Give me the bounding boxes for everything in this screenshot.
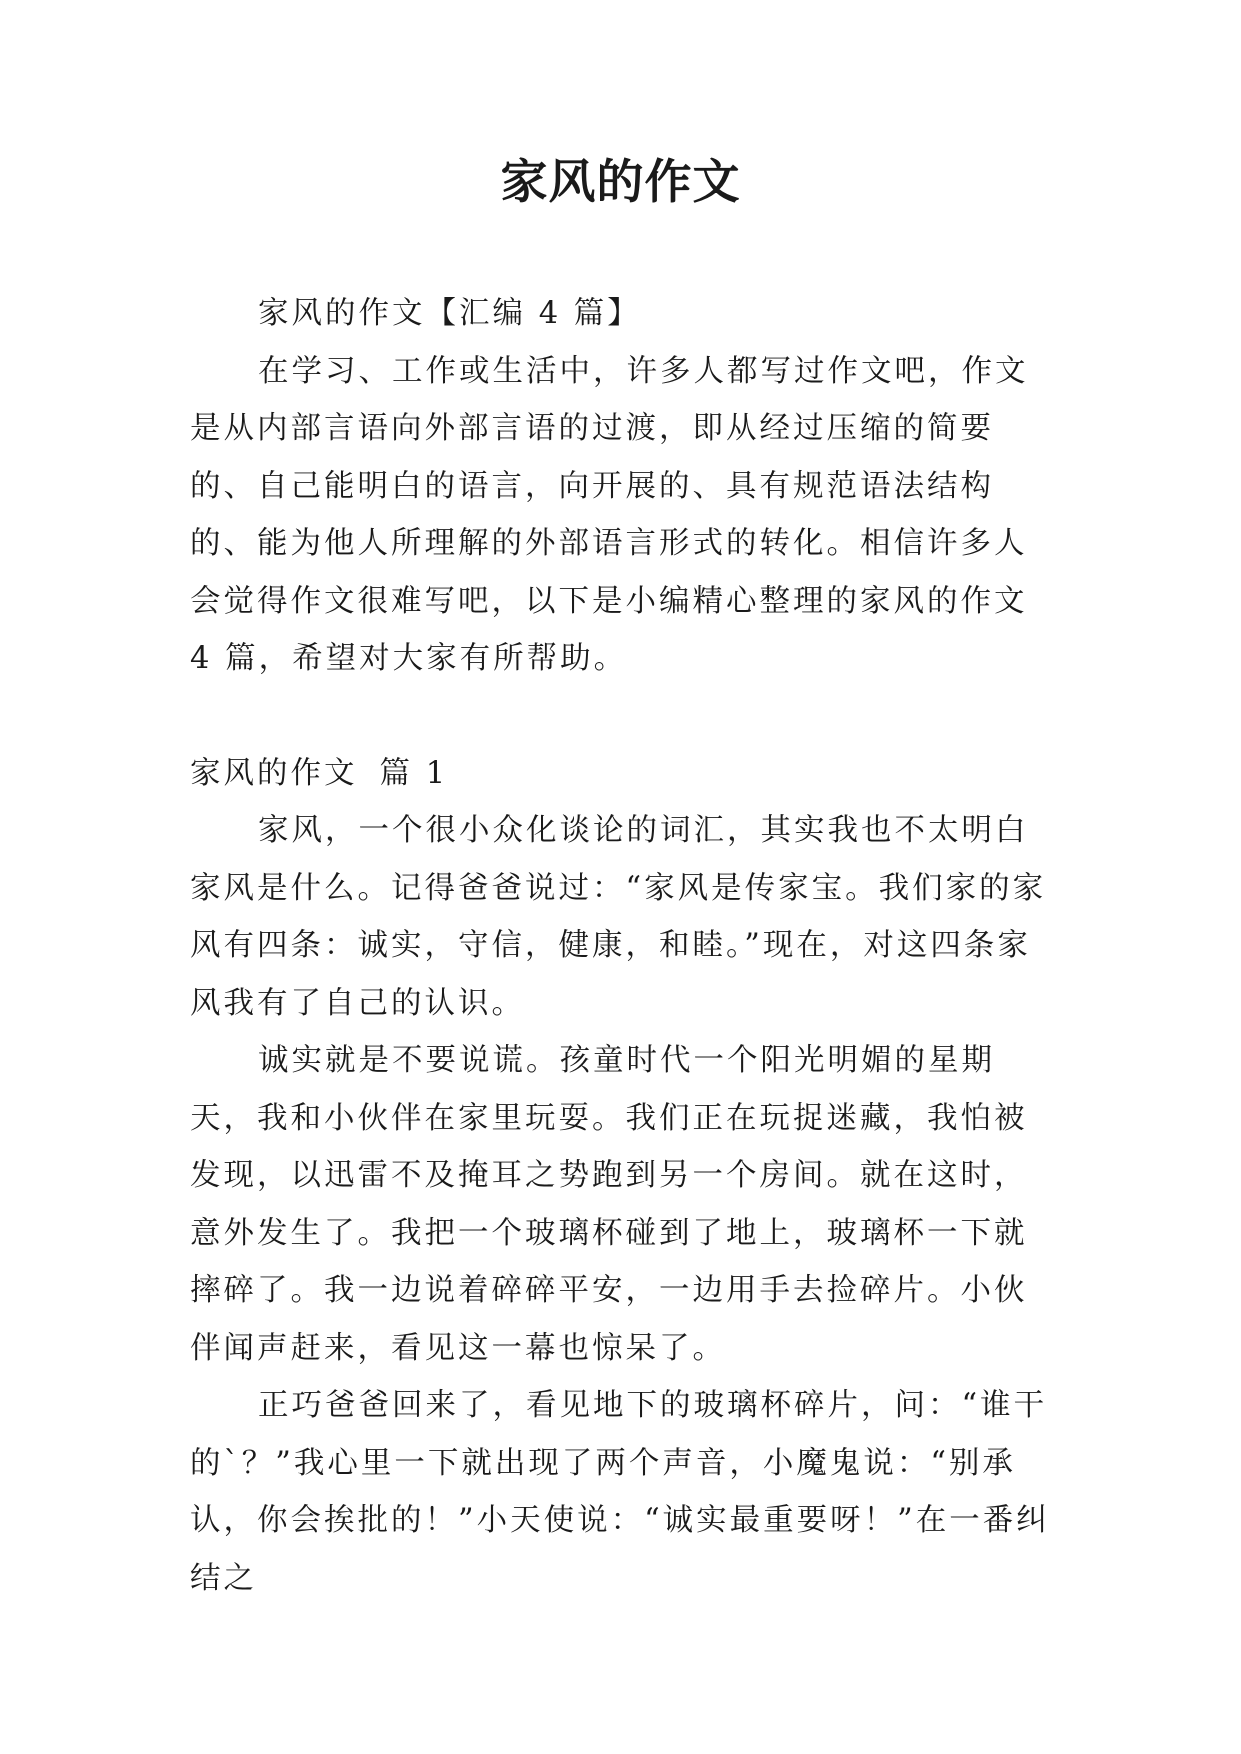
section-paragraph-2: 诚实就是不要说谎。孩童时代一个阳光明媚的星期天，我和小伙伴在家里玩耍。我们正在玩捉迷藏，我怕被发现，以迅雷不及掩耳之势跑到另一个房间。就在这时，意外发生了。我把一个玻璃杯碰到了地上，玻璃杯一下就摔碎了。我一边说着碎碎平安，一边用手去捡碎片。小伙伴闻声赶来，看见这一幕也惊呆了。: [190, 1043, 1028, 1366]
document-title: 家风的作文: [500, 155, 741, 210]
document-body: [190, 285, 1052, 1607]
section-paragraph-3: 正巧爸爸回来了，看见地下的玻璃杯碎片，问：“谁干的`？”我心里一下就出现了两个声音，小魔鬼说：“别承认，你会挨批的！”小天使说：“诚实最重要呀！”在一番纠结之: [190, 1388, 1050, 1596]
section-heading-title: 家风的作文: [190, 755, 358, 791]
document-subtitle: 家风的作文【汇编 4 篇】: [258, 296, 641, 331]
intro-paragraph: 在学习、工作或生活中，许多人都写过作文吧，作文是从内部言语向外部言语的过渡，即从经过压缩的简要的、自己能明白的语言，向开展的、具有规范语法结构的、能为他人所理解的外部语言形式的转化。相信许多人会觉得作文很难写吧，以下是小编精心整理的家风的作文 4 篇，希望对大家有所帮助。: [190, 353, 1029, 676]
section-heading: [190, 745, 1052, 803]
section-heading-number: 篇 1: [379, 755, 449, 791]
section-paragraph-1: 家风，一个很小众化谈论的词汇，其实我也不太明白家风是什么。记得爸爸说过：“家风是传家宝。我们家的家风有四条：诚实，守信，健康，和睦。”现在，对这四条家风我有了自己的认识。: [190, 813, 1047, 1021]
